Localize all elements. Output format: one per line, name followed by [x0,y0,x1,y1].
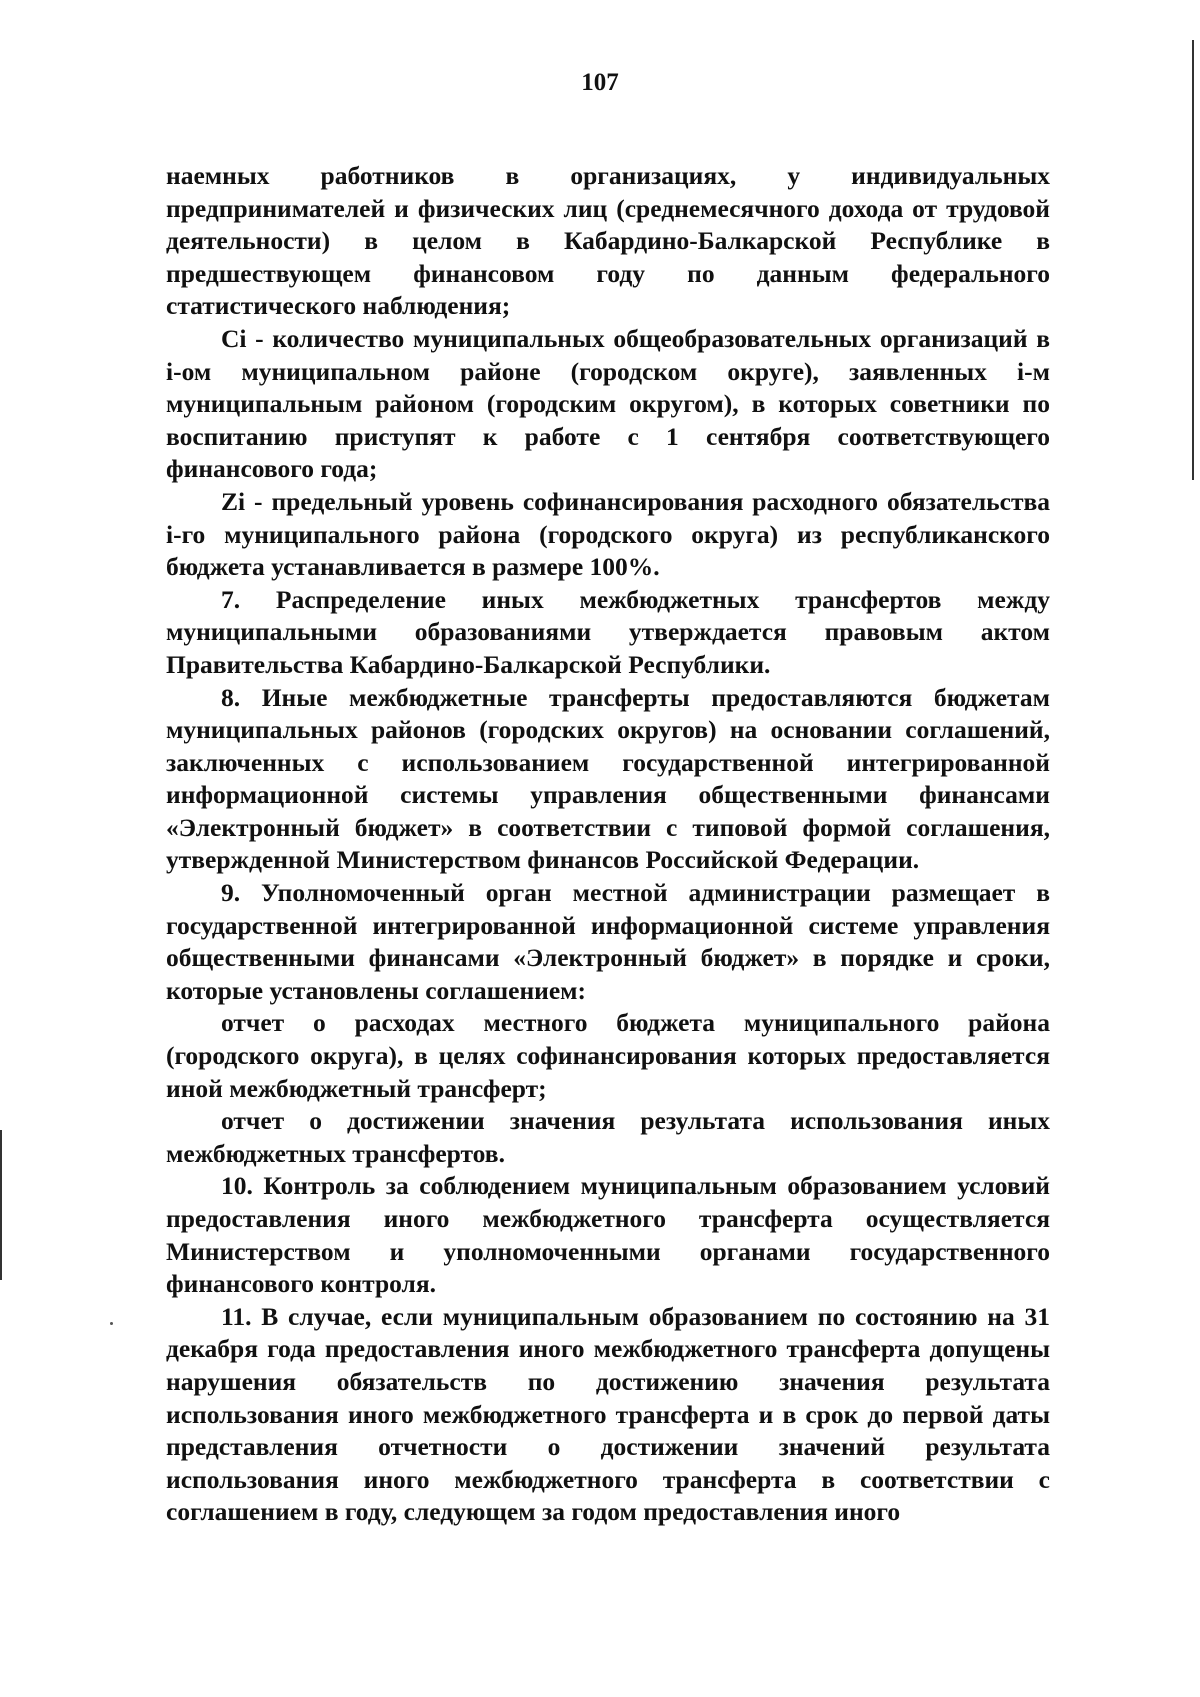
scan-edge-line-left [0,1130,2,1280]
paragraph-item-7: 7. Распределение иных межбюджетных трансфертов между муниципальными образованиями утверждается правовым актом Правительства Кабардино-Балкарской Республики. [166,584,1050,679]
paragraph-item-8: 8. Иные межбюджетные трансферты предоставляются бюджетам муниципальных районов (городских округов) на основании соглашений, заключенных с использованием государственной интегрированной информационной системы управления общественными финансами «Электронный бюджет» в соответствии с типовой формой соглашения, утвержденной Министерством финансов Российской Федерации. [166,682,1050,875]
paragraph-report-expenses: отчет о расходах местного бюджета муниципального района (городского округа), в целях софинансирования которых предоставляется иной межбюджетный трансферт; [166,1008,1050,1103]
paragraph-report-results: отчет о достижении значения результата использования иных межбюджетных трансфертов. [166,1106,1050,1168]
page-number: 107 [581,69,619,96]
paragraph-ci-definition: Ci - количество муниципальных общеобразовательных организаций в i-ом муниципальном районе (городском округе), заявленных i-м муниципальным районом (городским округом), в которых советники по воспитанию приступят к работе с 1 сентября соответствующего финансового года; [166,323,1050,484]
paragraph-zi-definition: Zi - предельный уровень софинансирования расходного обязательства i-го муниципального района (городского округа) из республиканского бюджета устанавливается в размере 100%. [166,486,1050,582]
paragraph-continuation: наемных работников в организациях, у индивидуальных предпринимателей и физических лиц (среднемесячного дохода от трудовой деятельности) в целом в Кабардино-Балкарской Республике в предшествующем финансовом году по данным федерального статистического наблюдения; [166,161,1050,321]
scan-speck [110,1322,113,1325]
paragraph-item-10: 10. Контроль за соблюдением муниципальным образованием условий предоставления иного межбюджетного трансферта осуществляется Министерством и уполномоченными органами государственного финансового контроля. [166,1171,1050,1299]
scan-edge-line-right [1192,40,1194,480]
paragraph-item-11: 11. В случае, если муниципальным образованием по состоянию на 31 декабря года предоставления иного межбюджетного трансферта допущены нарушения обязательств по достижению значения результата использования иного межбюджетного трансферта и в срок до первой даты представления отчетности о достижении значений результата использования иного межбюджетного трансферта в соответствии с соглашением в году, следующем за годом предоставления иного [166,1301,1050,1527]
paragraph-item-9: 9. Уполномоченный орган местной администрации размещает в государственной интегрированной информационной системе управления общественными финансами «Электронный бюджет» в порядке и сроки, которые установлены соглашением: [166,878,1050,1005]
document-body [166,160,1050,1529]
